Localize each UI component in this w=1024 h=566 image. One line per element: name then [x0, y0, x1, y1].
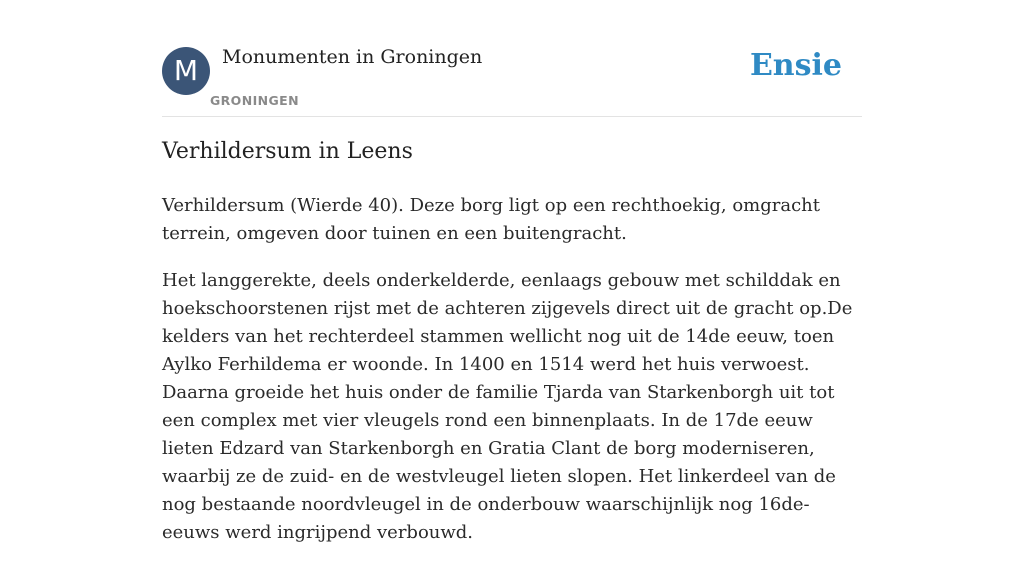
article-title: Verhildersum in Leens — [162, 139, 413, 164]
article-body — [162, 192, 862, 566]
avatar[interactable]: M — [162, 47, 210, 95]
paragraph: Verhildersum (Wierde 40). Deze borg ligt op een rechthoekig, omgracht terrein, omgeven door tuinen en een buitengracht. — [162, 195, 820, 244]
ensie-logo[interactable]: Ensie — [749, 48, 842, 83]
page-header — [162, 44, 862, 117]
category-label[interactable]: GRONINGEN — [210, 93, 299, 108]
paragraph: Het langgerekte, deels onderkelderde, eenlaags gebouw met schilddak en hoekschoorstenen rijst met de achteren zijgevels direct uit de gracht op.De kelders van het rechterdeel stammen wellicht nog uit de 14de eeuw, toen Aylko Ferhildema er woonde. In 1400 en 1514 werd het huis verwoest. Daarna groeide het huis onder de familie Tjarda van Starkenborgh uit tot een complex met vier vleugels rond een binnenplaats. In de 17de eeuw lieten Edzard van Starkenborgh en Gratia Clant de borg moderniseren, waarbij ze de zuid- en de westvleugel lieten slopen. Het linkerdeel van de nog bestaande noordvleugel in de onderbouw waarschijnlijk nog 16de-eeuws werd ingrijpend verbouwd. — [162, 270, 853, 543]
collection-title[interactable]: Monumenten in Groningen — [222, 46, 483, 68]
